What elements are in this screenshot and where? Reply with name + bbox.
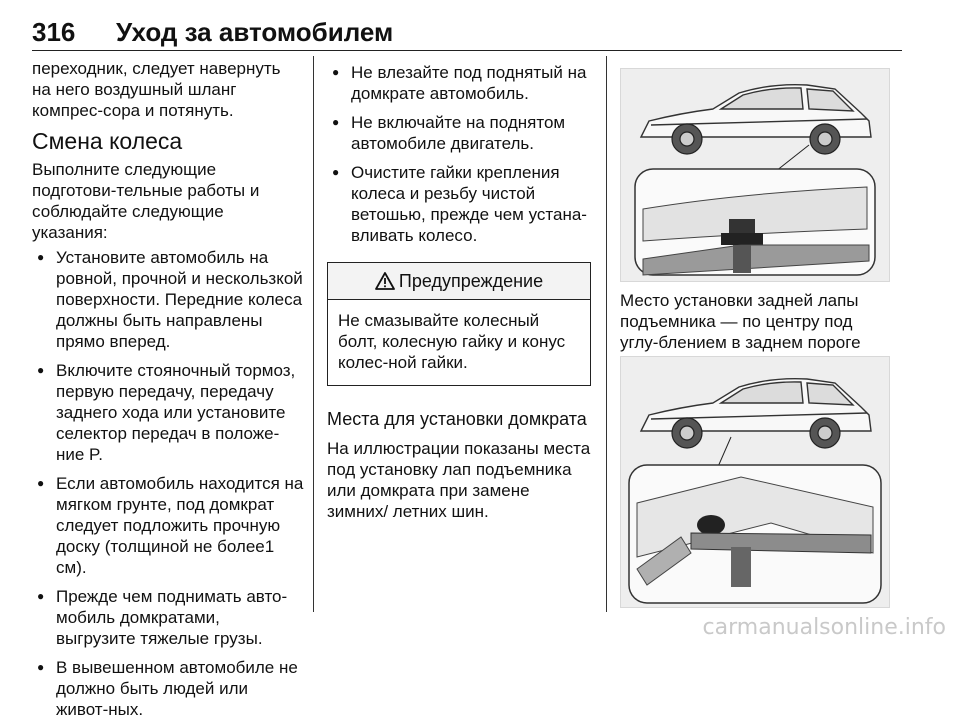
list-item: ● Если автомобиль находится на мягком грунте, под домкрат следует подложить прочную доску (толщиной не более1 см). (32, 473, 304, 578)
chapter-title: Уход за автомобилем (116, 17, 394, 47)
illustration-jack-point (620, 356, 890, 608)
warning-text: Не смазывайте колесный болт, колесную гайку и конус колес-ной гайки. (338, 311, 566, 372)
column-divider (313, 56, 314, 612)
list-item: ● В вывешенном автомобиле не должно быть людей или живот-ных. (32, 657, 304, 720)
warning-title: Предупреждение (398, 270, 544, 291)
warning-box (327, 262, 591, 386)
section-heading-wheel-change: Смена колеса (32, 128, 183, 154)
list-item: ● Прежде чем поднимать авто-мобиль домкратами, выгрузите тяжелые грузы. (32, 586, 304, 649)
jack-points-paragraph: На иллюстрации показаны места под установку лап подъемника или домкрата при замене зимних/ летних шин. (327, 439, 591, 521)
column-divider (606, 56, 607, 612)
list-item: ● Установите автомобиль на ровной, прочной и нескользкой поверхности. Передние колеса должны быть направлены прямо вперед. (32, 247, 304, 352)
list-item: ● Включите стояночный тормоз, первую передачу, передачу заднего хода или установите селектор передач в положе-ние P. (32, 360, 304, 465)
lead-paragraph: Выполните следующие подготови-тельные работы и соблюдайте следующие указания: (32, 160, 260, 242)
warning-header (328, 263, 590, 300)
page-header (32, 16, 902, 51)
section-heading-jack-points: Места для установки домкрата (327, 409, 587, 429)
warning-triangle-icon (375, 272, 395, 290)
caption-text: Место установки задней лапы подъемника — по центру под углу-блением в заднем пороге (620, 291, 861, 352)
list-item: ● Не влезайте под поднятый на домкрате автомобиль. (327, 62, 591, 104)
column-left (32, 58, 304, 720)
intro-paragraph: переходник, следует навернуть на него воздушный шланг компрес-сора и потянуть. (32, 59, 281, 120)
column-middle (327, 58, 591, 522)
list-item: ● Не включайте на поднятом автомобиле двигатель. (327, 112, 591, 154)
safety-list (327, 62, 591, 246)
list-item: ● Очистите гайки крепления колеса и резьбу чистой ветошью, прежде чем устана-вливать колесо. (327, 162, 591, 246)
watermark: carmanualsonline.info (702, 615, 946, 640)
page-number: 316 (32, 17, 76, 47)
preparation-list (32, 247, 304, 720)
illustration-rear-lift-point (620, 68, 890, 282)
